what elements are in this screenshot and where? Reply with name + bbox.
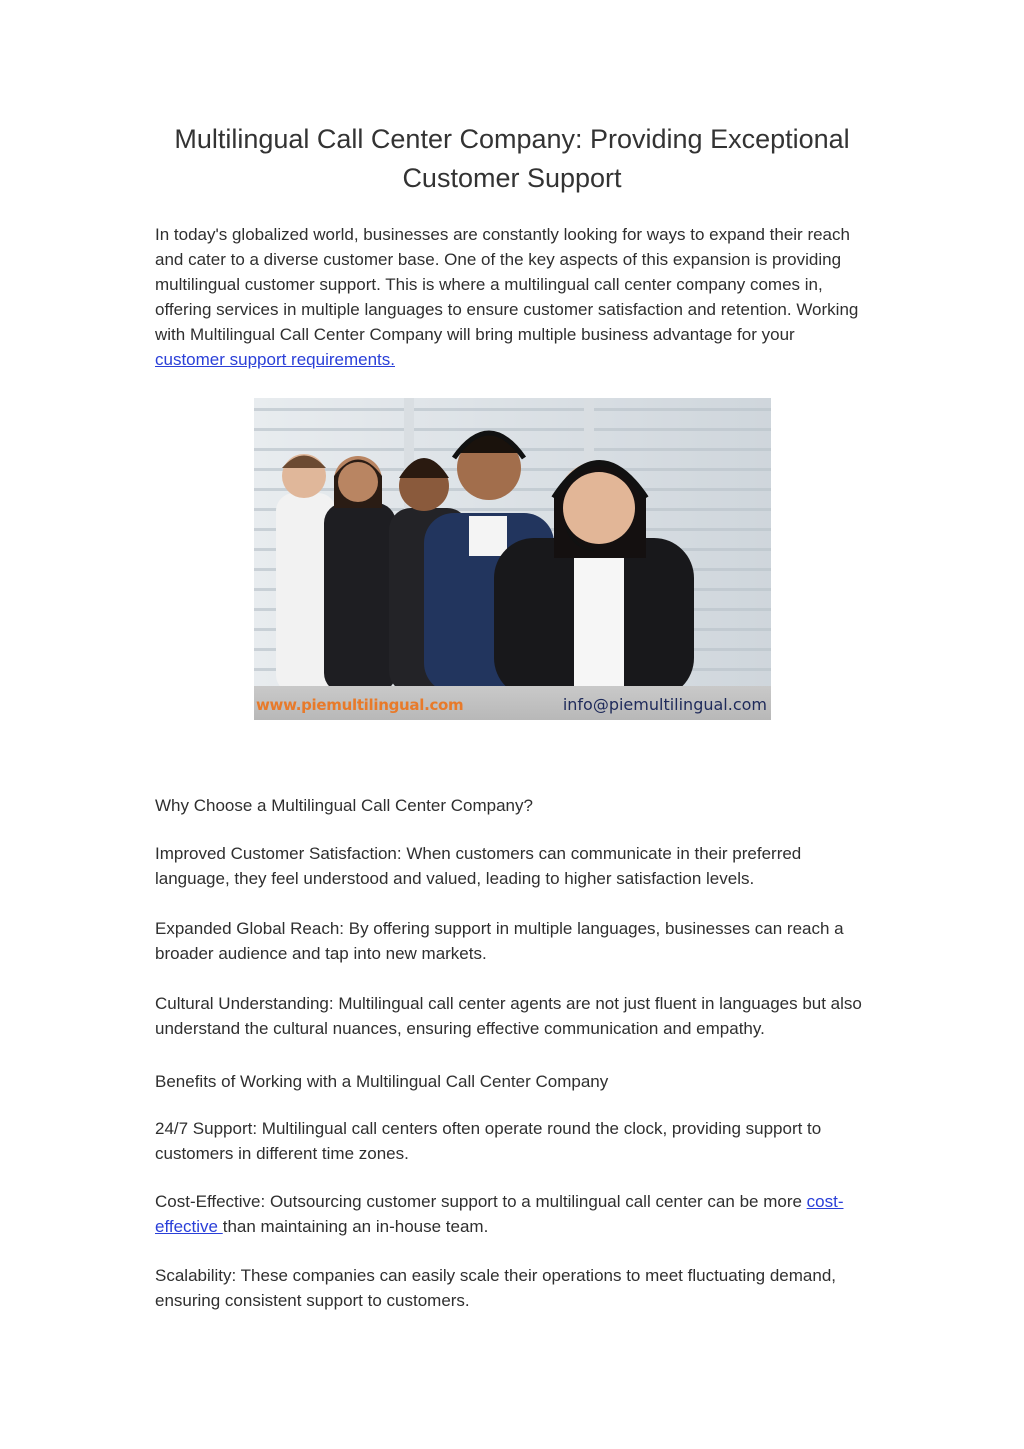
benefit-24-7: 24/7 Support: Multilingual call centers often operate round the clock, providing support to customers in different time zones. bbox=[155, 1119, 822, 1163]
benefits-heading: Benefits of Working with a Multilingual Call Center Company bbox=[155, 1072, 609, 1091]
photo-website-text: www.piemultilingual.com bbox=[256, 696, 464, 714]
benefit-scalability: Scalability: These companies can easily scale their operations to meet fluctuating demand, ensuring consistent support to customers. bbox=[155, 1266, 837, 1310]
intro-paragraph bbox=[155, 222, 867, 372]
team-photo-illustration bbox=[254, 398, 771, 720]
why-heading: Why Choose a Multilingual Call Center Company? bbox=[155, 796, 533, 815]
benefit-cost-before: Cost-Effective: Outsourcing customer support to a multilingual call center can be more bbox=[155, 1192, 807, 1211]
why-item-cultural: Cultural Understanding: Multilingual call center agents are not just fluent in languages but also understand the cultural nuances, ensuring effective communication and empathy. bbox=[155, 994, 862, 1038]
why-item-global-reach: Expanded Global Reach: By offering support in multiple languages, businesses can reach a broader audience and tap into new markets. bbox=[155, 919, 844, 963]
customer-support-link[interactable]: customer support requirements. bbox=[155, 350, 395, 369]
cost-effective-link[interactable]: cost-effective bbox=[155, 1192, 844, 1236]
document-title: Multilingual Call Center Company: Providing Exceptional Customer Support bbox=[174, 124, 850, 193]
team-photo bbox=[254, 398, 771, 720]
benefit-cost-effective bbox=[155, 1189, 867, 1239]
photo-email-text: info@piemultilingual.com bbox=[562, 695, 767, 714]
photo-footer-bar bbox=[254, 686, 771, 720]
why-item-satisfaction: Improved Customer Satisfaction: When customers can communicate in their preferred language, they feel understood and valued, leading to higher satisfaction levels. bbox=[155, 844, 802, 888]
benefit-cost-after: than maintaining an in-house team. bbox=[222, 1217, 489, 1236]
intro-text: In today's globalized world, businesses are constantly looking for ways to expand their reach and cater to a diverse customer base. One of the key aspects of this expansion is providing multilingual customer support. This is where a multilingual call center company comes in, offering services in multiple languages to ensure customer satisfaction and retention. Working with Multilingual Call Center Company will bring multiple business advantage for your bbox=[155, 225, 859, 344]
